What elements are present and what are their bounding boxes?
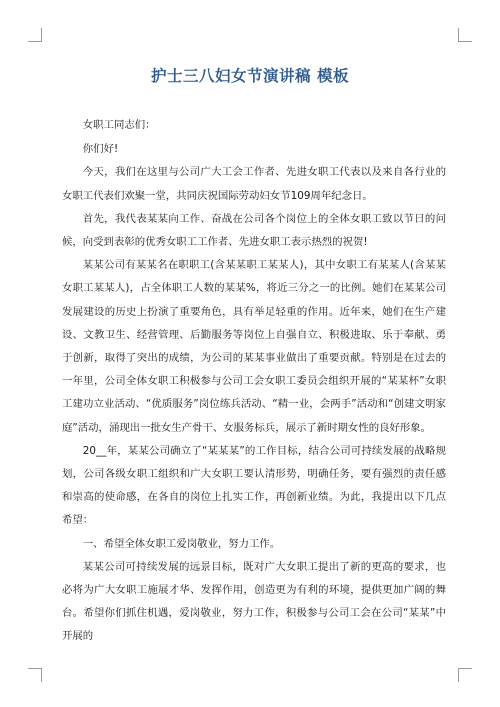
crop-mark-top-right-v [458, 28, 459, 42]
crop-mark-bottom-right-v [458, 668, 459, 682]
document-title: 护士三八妇女节演讲稿 模板 [151, 67, 349, 85]
paragraph-salutation: 女职工同志们： [82, 119, 156, 131]
paragraph: 首先，我代表某某向工作、奋战在公司各个岗位上的全体女职工致以节日的问候，向受到表彰的优秀女职工工作者、先进女职工表示热烈的祝贺! [62, 212, 446, 249]
crop-mark-top-left-v [41, 28, 42, 42]
crop-mark-bottom-left-v [41, 668, 42, 682]
crop-mark-bottom-left-h [28, 668, 42, 669]
paragraph-greeting: 你们好! [82, 143, 119, 156]
paragraph: 今天，我们在这里与公司广大工会工作者、先进女职工代表以及来自各行业的女职工代表们欢聚一堂，共同庆祝国际劳动妇女节109周年纪念日。 [62, 166, 446, 202]
paragraph-heading: 一、希望全体女职工爱岗敬业，努力工作。 [82, 537, 281, 550]
paragraph: 某某公司可持续发展的远景目标，既对广大女职工提出了新的更高的要求，也必将为广大女职工施展才华、发挥作用，创造更为有利的环境，提供更加广阔的舞台。希望你们抓住机遇，爱岗敬业，努力工作，积极参与公司工会在公司“某某”中开展的 [62, 560, 446, 643]
paragraph: 某某公司有某某名在职职工(含某某职工某某人)，其中女职工有某某人(含某某女职工某某人)，占全体职工人数的某某%，将近三分之一的比例。她们在某某公司发展建设的历史上扮演了重要角色，具有举足轻重的作用。近年来，她们在生产建设、文教卫生、经营管理、后勤服务等岗位上自强自立、积极进取、乐于奉献、勇于创新，取得了突出的成绩，为公司的某某事业做出了重要贡献。特别是在过去的一年里，公司全体女职工积极参与公司工会女职工委员会组织开展的“某某杯”女职工建功立业活动、“优质服务”岗位练兵活动、“精一业，会两手”活动和“创建文明家庭”活动，涌现出一批女生产骨干、女服务标兵，展示了新时期女性的良好形象。 [62, 259, 446, 434]
document-body [62, 114, 446, 649]
crop-mark-top-right-h [458, 41, 472, 42]
paragraph: 20__年，某某公司确立了“某某某”的工作目标，结合公司可持续发展的战略规划，公司各级女职工组织和广大女职工要认清形势，明确任务，要有强烈的责任感和崇高的使命感，在各自的岗位上扎实工作，再创新业绩。为此，我提出以下几点希望： [62, 444, 446, 527]
crop-mark-top-left-h [28, 41, 42, 42]
crop-mark-bottom-right-h [458, 668, 472, 669]
